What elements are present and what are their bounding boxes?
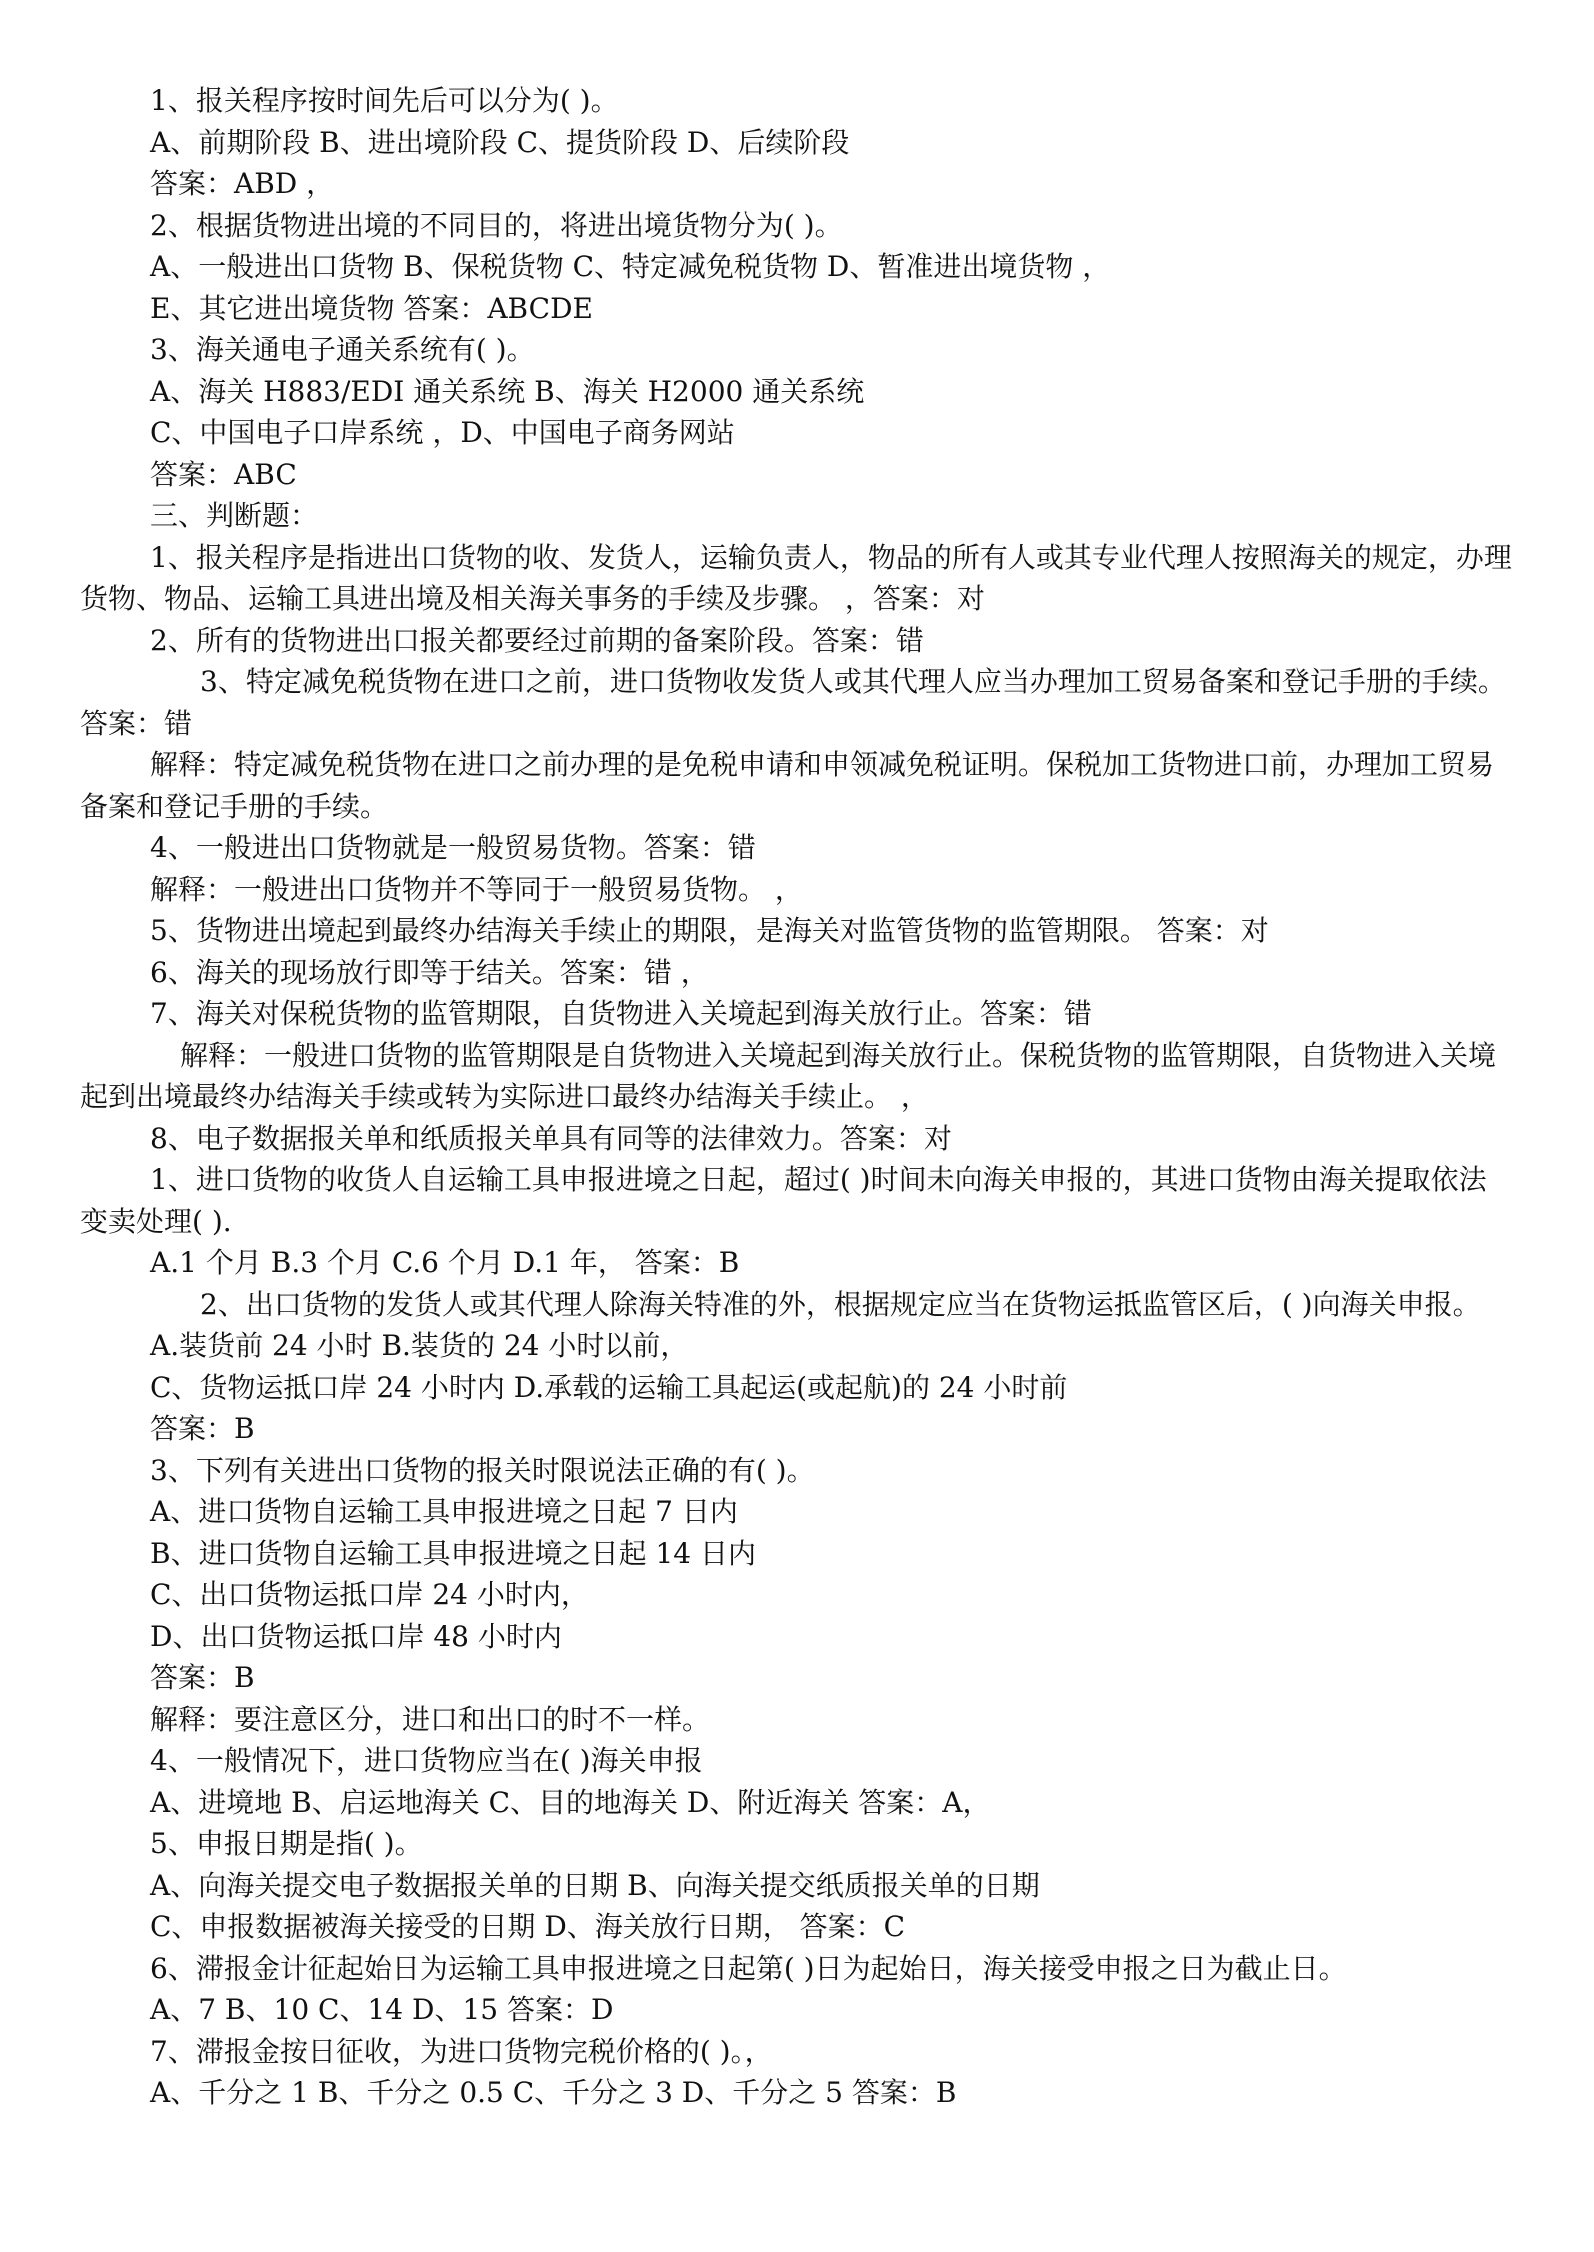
- text-line: 6、海关的现场放行即等于结关。答案：错 ，: [150, 955, 709, 989]
- text-line: 解释：一般进出口货物并不等同于一般贸易货物。 ，: [150, 872, 803, 906]
- text-line: 5、申报日期是指( )。: [150, 1827, 423, 1860]
- text-line: C、申报数据被海关接受的日期 D、海关放行日期， 答案：C: [150, 1910, 906, 1943]
- text-line: 答案：B: [150, 1661, 255, 1694]
- text-line: 解释：要注意区分，进口和出口的时不一样。: [150, 1702, 711, 1736]
- text-line: 7、滞报金按日征收，为进口货物完税价格的( )。，: [150, 2034, 773, 2068]
- text-line: A.装货前 24 小时 B.装货的 24 小时以前，: [150, 1329, 689, 1362]
- text-line: A、海关 H883/EDI 通关系统 B、海关 H2000 通关系统: [150, 374, 865, 408]
- text-line: A、向海关提交电子数据报关单的日期 B、向海关提交纸质报关单的日期: [150, 1868, 1040, 1902]
- text-line: B、进口货物自运输工具申报进境之日起 14 日内: [150, 1536, 757, 1570]
- text-line: 8、电子数据报关单和纸质报关单具有同等的法律效力。答案：对: [150, 1121, 952, 1155]
- text-line: A、前期阶段 B、进出境阶段 C、提货阶段 D、后续阶段: [150, 125, 850, 159]
- text-line: A、一般进出口货物 B、保税货物 C、特定减免税货物 D、暂准进出境货物 ，: [150, 250, 1111, 283]
- text-line: 2、根据货物进出境的不同目的，将进出境货物分为( )。: [150, 208, 843, 242]
- text-line: 3、海关通电子通关系统有( )。: [150, 333, 535, 366]
- text-line: D、出口货物运抵口岸 48 小时内: [150, 1619, 562, 1653]
- text-line: 4、一般进出口货物就是一般贸易货物。答案：错: [150, 831, 756, 864]
- text-line: 1、报关程序按时间先后可以分为( )。: [150, 84, 619, 117]
- text-paragraph: 1、报关程序是指进出口货物的收、发货人，运输负责人，物品的所有人或其专业代理人按照海关的规定，办理货物、物品、运输工具进出境及相关海关事务的手续及步骤。 ，答案：对: [80, 540, 1512, 615]
- text-paragraph: 1、进口货物的收货人自运输工具申报进境之日起，超过( )时间未向海关申报的，其进口货物由海关提取依法变卖处理( ).: [80, 1163, 1487, 1238]
- text-line: 答案：B: [150, 1412, 255, 1445]
- section-heading: 三、判断题：: [150, 499, 319, 532]
- text-line: A、7 B、10 C、14 D、15 答案：D: [150, 1993, 614, 2026]
- text-line: C、出口货物运抵口岸 24 小时内，: [150, 1578, 589, 1611]
- text-line: A、进境地 B、启运地海关 C、目的地海关 D、附近海关 答案：A，: [150, 1785, 991, 1819]
- text-line: C、货物运抵口岸 24 小时内 D.承载的运输工具起运(或起航)的 24 小时前: [150, 1370, 1068, 1404]
- text-line: 7、海关对保税货物的监管期限，自货物进入关境起到海关放行止。答案：错: [150, 997, 1092, 1030]
- text-paragraph: 3、特定减免税货物在进口之前，进口货物收发货人或其代理人应当办理加工贸易备案和登记手册的手续。答案：错: [80, 665, 1506, 740]
- text-line: A、进口货物自运输工具申报进境之日起 7 日内: [150, 1495, 738, 1528]
- text-paragraph: 解释：特定减免税货物在进口之前办理的是免税申请和申领减免税证明。保税加工货物进口前，办理加工贸易备案和登记手册的手续。: [80, 748, 1495, 823]
- text-line: 答案：ABD ，: [150, 167, 335, 200]
- text-line: 2、所有的货物进出口报关都要经过前期的备案阶段。答案：错: [150, 623, 924, 657]
- text-line: 6、滞报金计征起始日为运输工具申报进境之日起第( )日为起始日，海关接受申报之日为截止日。: [150, 1951, 1347, 1985]
- text-line: 3、下列有关进出口货物的报关时限说法正确的有( )。: [150, 1453, 815, 1487]
- text-line: 5、货物进出境起到最终办结海关手续止的期限，是海关对监管货物的监管期限。 答案：对: [150, 914, 1269, 947]
- text-paragraph: 解释：一般进口货物的监管期限是自货物进入关境起到海关放行止。保税货物的监管期限，自货物进入关境起到出境最终办结海关手续或转为实际进口最终办结海关手续止。 ，: [80, 1038, 1497, 1113]
- text-line: A.1 个月 B.3 个月 C.6 个月 D.1 年， 答案：B: [150, 1246, 740, 1279]
- document-body: [80, 80, 1514, 2114]
- text-line: 答案：ABC: [150, 457, 297, 491]
- text-line: C、中国电子口岸系统 ，D、中国电子商务网站: [150, 416, 735, 449]
- text-paragraph: 2、出口货物的发货人或其代理人除海关特准的外，根据规定应当在货物运抵监管区后，( )向海关申报。: [200, 1287, 1481, 1321]
- text-line: 4、一般情况下，进口货物应当在( )海关申报: [150, 1744, 703, 1777]
- text-line: E、其它进出境货物 答案：ABCDE: [150, 291, 593, 325]
- text-line: A、千分之 1 B、千分之 0.5 C、千分之 3 D、千分之 5 答案：B: [150, 2076, 957, 2109]
